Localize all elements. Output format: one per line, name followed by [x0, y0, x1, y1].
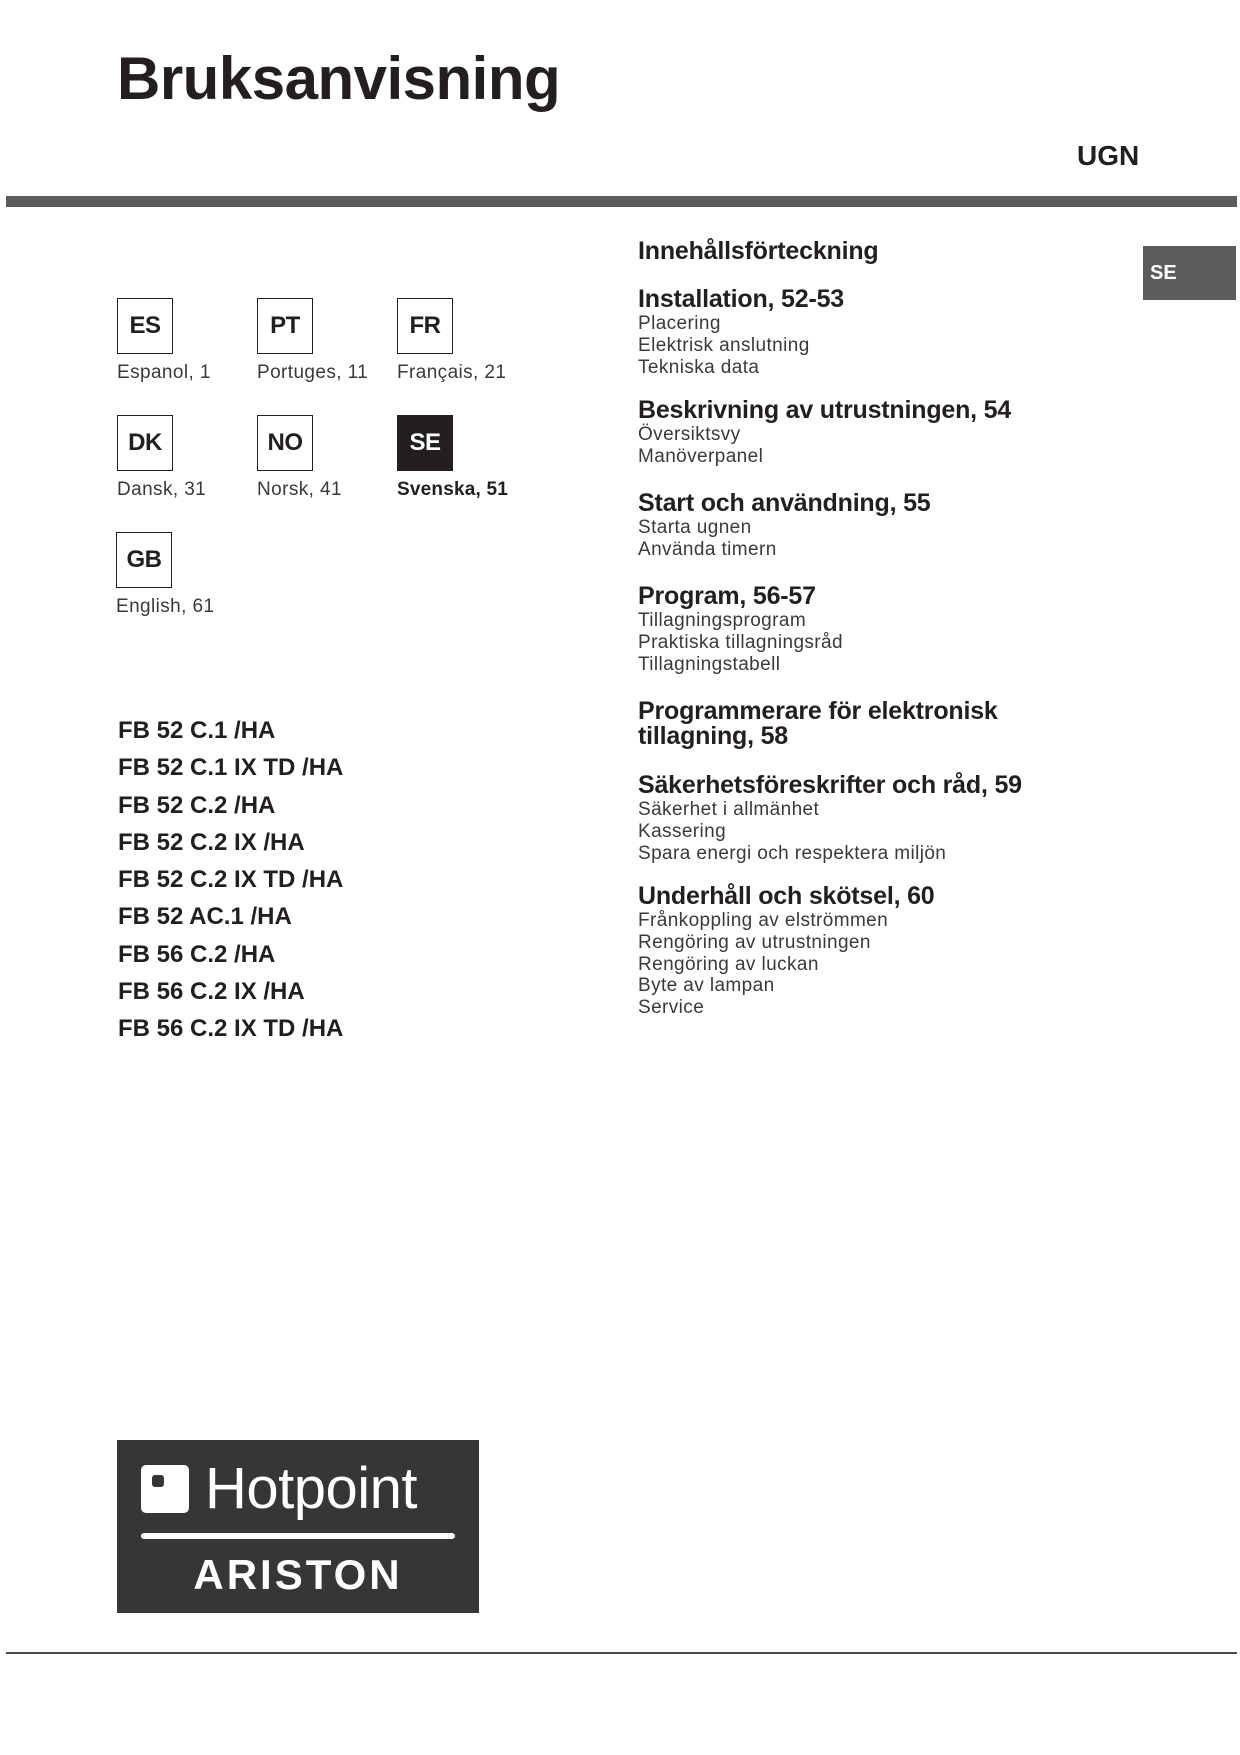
language-dk[interactable] [117, 415, 267, 501]
language-no[interactable] [257, 415, 407, 501]
toc-section-title[interactable]: Säkerhetsföreskrifter och råd, 59 [638, 771, 1022, 799]
logo-bar [141, 1533, 455, 1539]
toc-item: Använda timern [638, 538, 777, 560]
model-item: FB 52 C.1 /HA [118, 717, 276, 744]
language-code: ES [117, 298, 173, 354]
toc-section-installation[interactable] [638, 287, 1198, 378]
model-item: FB 56 C.2 IX TD /HA [118, 1015, 344, 1043]
language-code: NO [257, 415, 313, 471]
product-type: UGN [1077, 140, 1140, 171]
language-es[interactable] [117, 298, 267, 384]
language-code: GB [116, 532, 172, 588]
language-code: DK [117, 415, 173, 471]
toc-section-sakerhet[interactable] [638, 773, 1198, 864]
toc-item: Spara energi och respektera miljön [638, 842, 947, 864]
logo-square-icon [141, 1465, 189, 1513]
page-title: Bruksanvisning [117, 45, 561, 112]
toc-item: Tillagningsprogram [638, 610, 807, 631]
logo-dot [152, 1475, 164, 1487]
language-label: Français, 21 [397, 362, 507, 383]
footer-divider [6, 1652, 1237, 1654]
toc-section-title[interactable]: Programmerare för elektronisk [638, 697, 998, 725]
toc-item: Kassering [638, 820, 727, 842]
language-label: Svenska, 51 [397, 479, 509, 500]
toc-item: Byte av lampan [638, 975, 775, 997]
language-tab-label: SE [1150, 261, 1177, 284]
toc-item: Placering [638, 313, 721, 334]
toc-item: Service [638, 997, 705, 1019]
toc-item: Säkerhet i allmänhet [638, 799, 820, 820]
toc-section-title[interactable]: Beskrivning av utrustningen, 54 [638, 396, 1012, 424]
toc-section-underhall[interactable] [638, 884, 1198, 1019]
language-label: Portuges, 11 [257, 362, 369, 383]
language-label: Norsk, 41 [257, 479, 342, 500]
toc-section-title[interactable]: Program, 56-57 [638, 582, 816, 610]
toc-item: Manöverpanel [638, 445, 764, 467]
model-list [118, 716, 343, 1052]
language-code: SE [397, 415, 453, 471]
model-item: FB 52 C.2 /HA [118, 791, 276, 819]
header-divider [6, 196, 1237, 207]
language-label: English, 61 [116, 596, 215, 617]
toc-section-programmerare[interactable] [638, 699, 1198, 749]
toc-item: Frånkoppling av elströmmen [638, 910, 889, 931]
language-fr[interactable] [397, 298, 547, 384]
language-code: PT [257, 298, 313, 354]
toc-heading: Innehållsförteckning [638, 237, 879, 265]
model-item: FB 52 C.2 IX /HA [118, 828, 305, 856]
toc-item: Rengöring av utrustningen [638, 931, 871, 953]
language-label: Espanol, 1 [117, 362, 211, 383]
toc-item: Praktiska tillagningsråd [638, 631, 843, 653]
toc-section-title-line2[interactable]: tillagning, 58 [638, 722, 788, 750]
toc-item: Rengöring av luckan [638, 953, 819, 975]
language-gb[interactable] [116, 532, 266, 618]
language-code: FR [397, 298, 453, 354]
toc-section-program[interactable] [638, 584, 1198, 675]
toc-item: Starta ugnen [638, 517, 752, 538]
toc-section-title[interactable]: Start och användning, 55 [638, 489, 931, 517]
toc-section-beskrivning[interactable] [638, 398, 1198, 468]
logo-brand-name: Hotpoint [205, 1456, 418, 1521]
language-label: Dansk, 31 [117, 479, 207, 500]
toc-item: Elektrisk anslutning [638, 334, 810, 356]
model-item: FB 56 C.2 IX /HA [118, 978, 305, 1006]
toc-item: Tillagningstabell [638, 653, 781, 675]
language-se[interactable] [397, 415, 547, 501]
language-pt[interactable] [257, 298, 407, 384]
toc-item: Tekniska data [638, 356, 760, 378]
model-item: FB 52 C.1 IX TD /HA [118, 754, 344, 782]
toc-section-title[interactable]: Underhåll och skötsel, 60 [638, 882, 935, 910]
model-item: FB 52 C.2 IX TD /HA [118, 866, 344, 894]
toc-item: Översiktsvy [638, 424, 741, 445]
logo-sub-brand: ARISTON [193, 1551, 403, 1598]
model-item: FB 52 AC.1 /HA [118, 903, 292, 931]
model-item: FB 56 C.2 /HA [118, 940, 276, 968]
toc-section-start[interactable] [638, 491, 1198, 561]
brand-logo [117, 1440, 479, 1613]
toc-section-title[interactable]: Installation, 52-53 [638, 285, 844, 313]
